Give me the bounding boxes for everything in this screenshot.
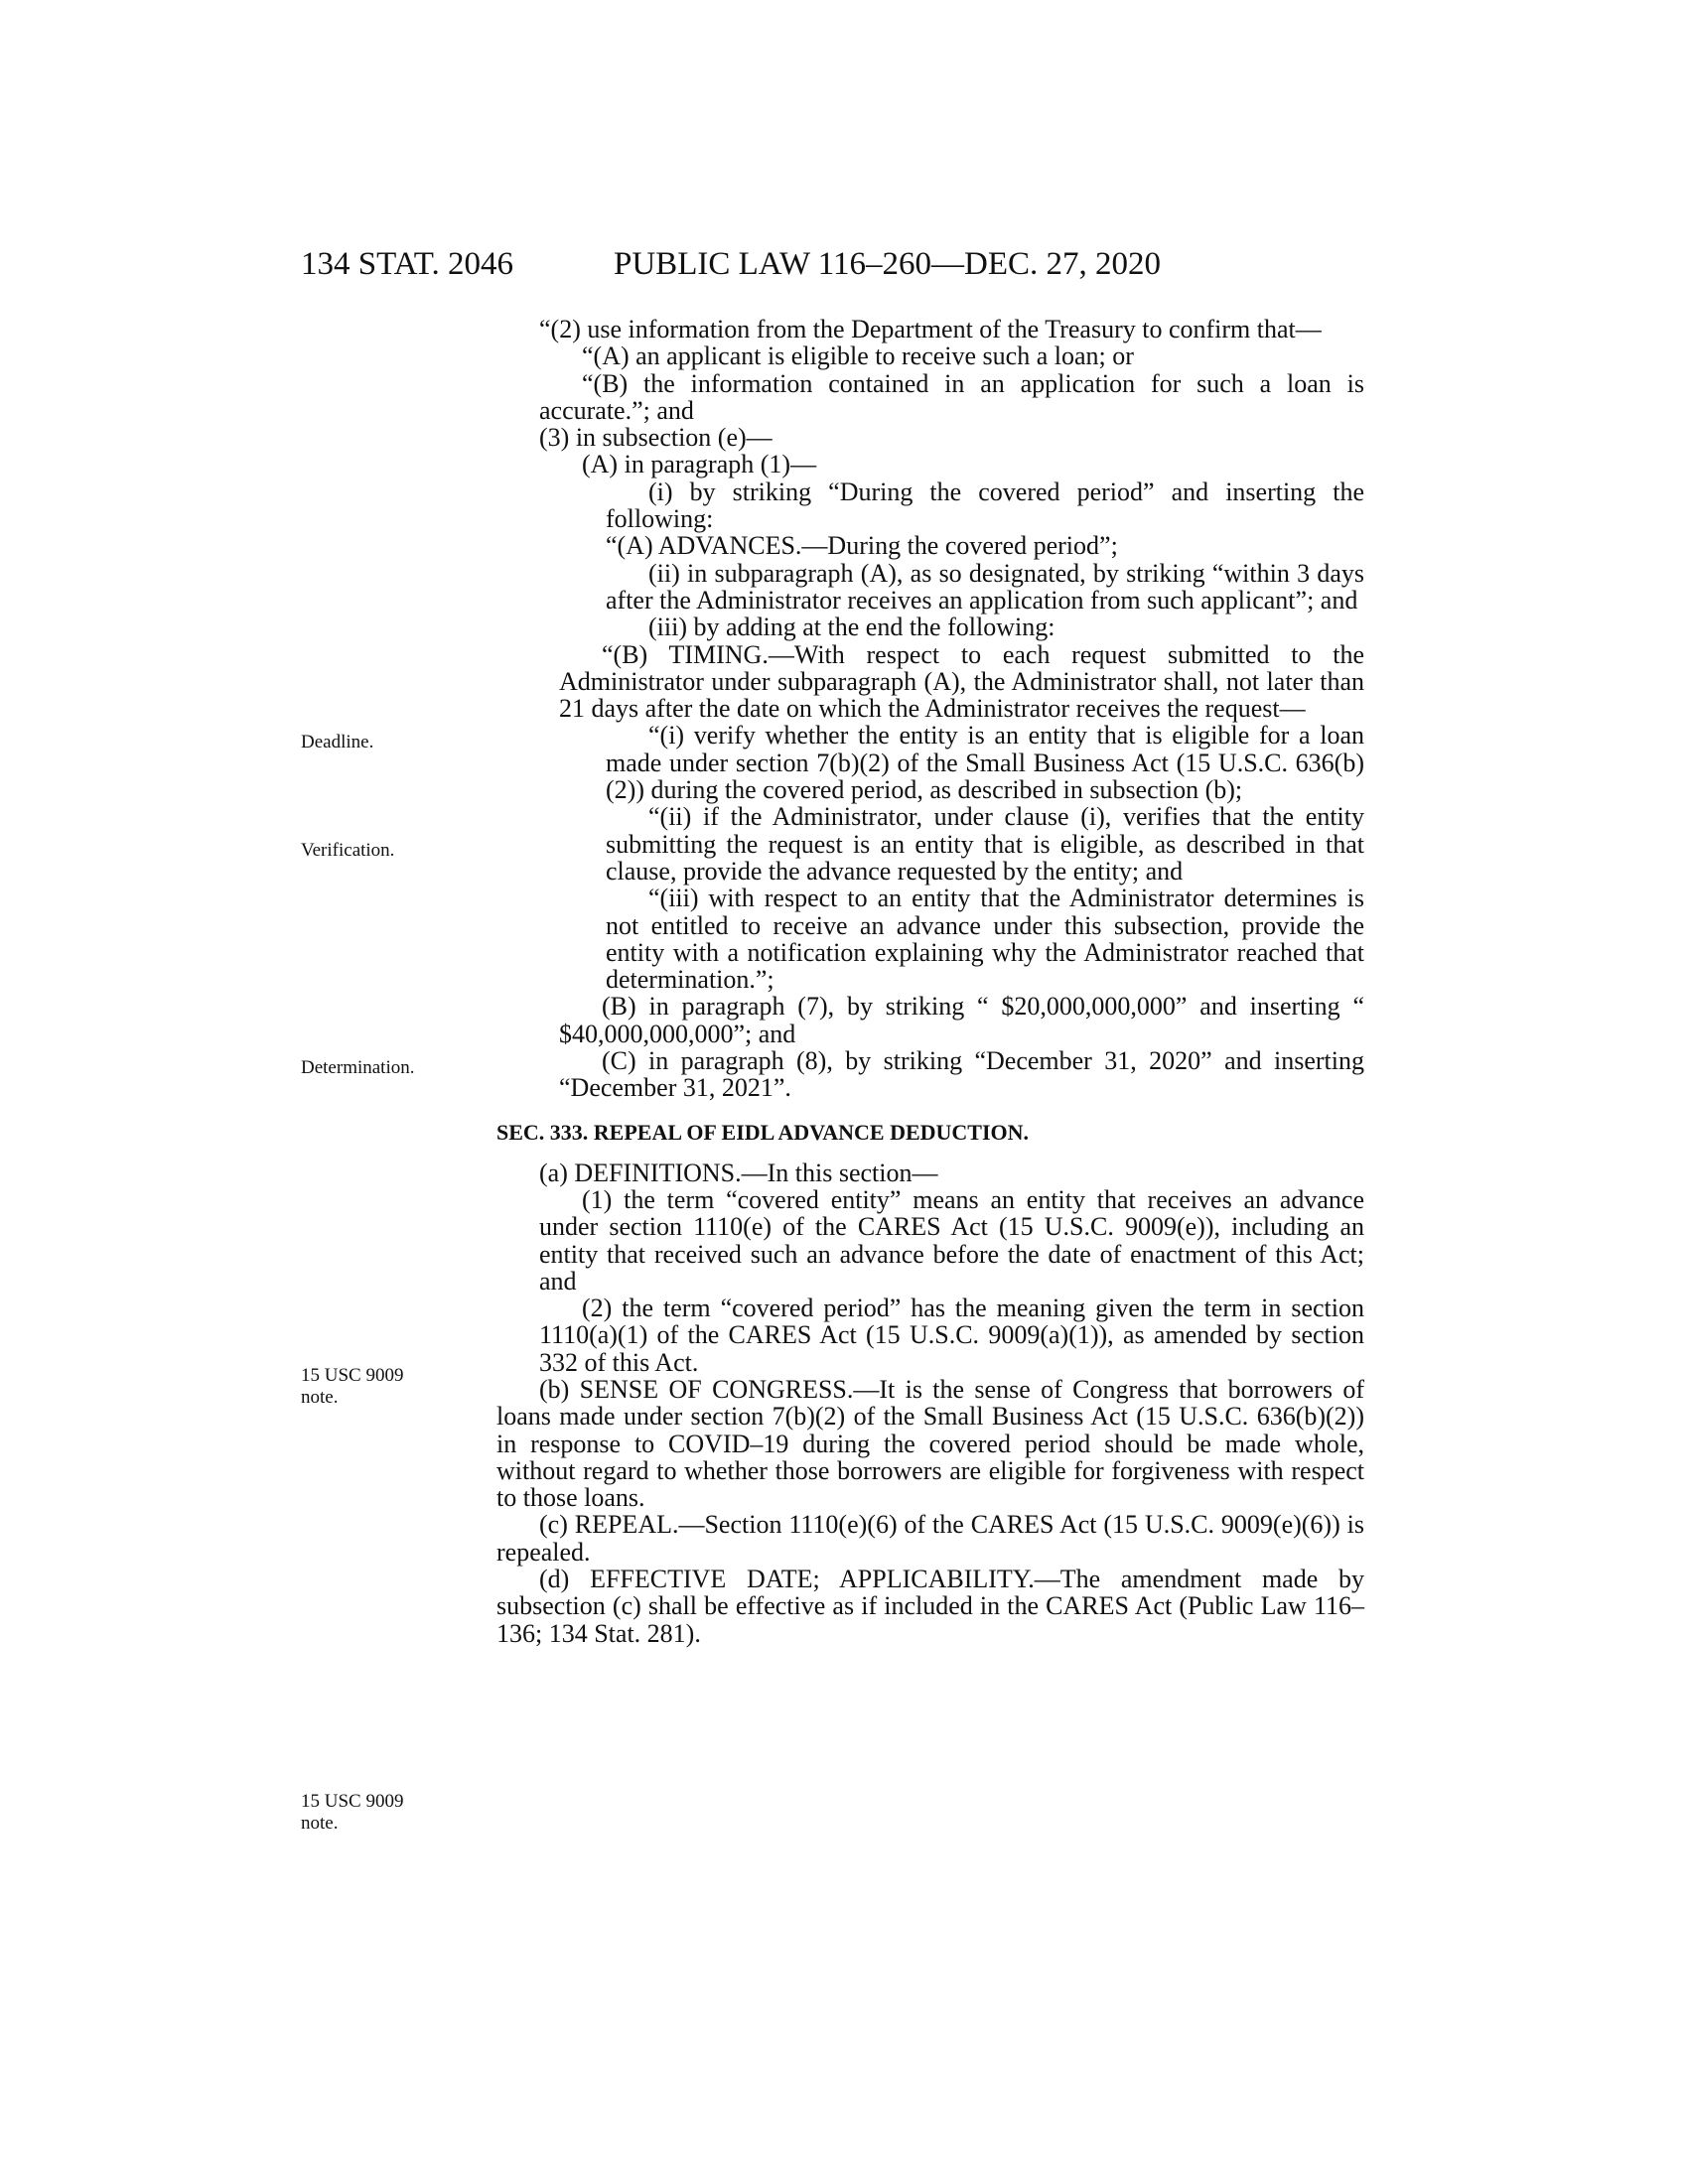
- subsec-a-definitions: (a) DEFINITIONS.—In this section—: [539, 1158, 938, 1187]
- inserted-timing: “(B) TIMING.—With respect to each request submitted to the Administrator under subparagraph (A), the Administrator shall, not later than 21 days after the date on which the Administrator receives the request—: [559, 639, 1364, 724]
- para-A-eligible: “(A) an applicant is eligible to receive such a loan; or: [582, 341, 1134, 371]
- subsec-d-effective-date: (d) EFFECTIVE DATE; APPLICABILITY.—The amendment made by subsection (c) shall be effective as if included in the CARES Act (Public Law 116–136; 134 Stat. 281).: [496, 1565, 1364, 1648]
- margin-note-usc-1-line2: note.: [301, 1387, 339, 1408]
- page-running-title: PUBLIC LAW 116–260—DEC. 27, 2020: [614, 246, 1162, 282]
- margin-note-deadline: Deadline.: [301, 732, 374, 752]
- inserted-clause-i-verify: “(i) verify whether the entity is an entity that is eligible for a loan made under section 7(b)(2) of the Small Business Act (15 U.S.C. 636(b)(2)) during the covered period, as described in subsection (b);: [606, 721, 1364, 805]
- clause-ii-subparagraph: (ii) in subparagraph (A), as so designated, by striking “within 3 days after the Administrator receives an application from such applicant”; and: [606, 558, 1364, 614]
- subsec-b-sense-of-congress: (b) SENSE OF CONGRESS.—It is the sense of Congress that borrowers of loans made under section 7(b)(2) of the Small Business Act (15 U.S.C. 636(b)(2)) in response to COVID–19 during the covered period should be made whole, without regard to whether those borrowers are eligible for forgiveness with respect to those loans.: [496, 1374, 1364, 1513]
- para-B-accurate: “(B) the information contained in an application for such a loan is accurate.”; and: [539, 368, 1364, 425]
- subsec-c-repeal: (c) REPEAL.—Section 1110(e)(6) of the CARES Act (15 U.S.C. 9009(e)(6)) is repealed.: [496, 1510, 1364, 1567]
- margin-note-usc-2: [301, 1791, 403, 1835]
- clause-iii-adding: (iii) by adding at the end the following:: [648, 613, 1055, 642]
- para-A-paragraph-1: (A) in paragraph (1)—: [582, 450, 817, 479]
- margin-note-usc-2-line2: note.: [301, 1813, 339, 1834]
- page-stat-citation: 134 STAT. 2046: [301, 246, 514, 282]
- margin-note-usc-1-line1: 15 USC 9009: [301, 1365, 404, 1386]
- para-2-use-information: “(2) use information from the Department of the Treasury to confirm that—: [539, 315, 1322, 343]
- margin-note-verification: Verification.: [301, 840, 395, 861]
- def-1-covered-entity: (1) the term “covered entity” means an entity that receives an advance under section 1110(e) of the CARES Act (15 U.S.C. 9009(e)), including an entity that received such an advance before the date of enactment of this Act; and: [539, 1184, 1364, 1296]
- margin-note-usc-2-line1: 15 USC 9009: [301, 1791, 404, 1812]
- margin-note-determination: Determination.: [301, 1057, 415, 1078]
- clause-i-striking: (i) by striking “During the covered period” and inserting the following:: [606, 477, 1364, 534]
- statute-body: [496, 316, 1364, 1647]
- inserted-clause-ii-provide: “(ii) if the Administrator, under clause (i), verifies that the entity submitting the request is an entity that is eligible, as described in that clause, provide the advance requested by the entity; and: [606, 802, 1364, 886]
- para-C-paragraph-8: (C) in paragraph (8), by striking “December 31, 2020” and inserting “December 31, 2021”.: [559, 1046, 1364, 1103]
- margin-note-usc-1: [301, 1365, 403, 1409]
- inserted-advances: “(A) ADVANCES.—During the covered period”;: [606, 531, 1118, 561]
- para-3-subsection-e: (3) in subsection (e)—: [539, 423, 773, 453]
- section-heading: SEC. 333. REPEAL OF EIDL ADVANCE DEDUCTION.: [496, 1119, 1030, 1145]
- def-2-covered-period: (2) the term “covered period” has the meaning given the term in section 1110(a)(1) of the CARES Act (15 U.S.C. 9009(a)(1)), as amended by section 332 of this Act.: [539, 1294, 1364, 1377]
- para-B-paragraph-7: (B) in paragraph (7), by striking “ $20,000,000,000” and inserting “ $40,000,000,000”; and: [559, 992, 1364, 1048]
- inserted-clause-iii-notify: “(iii) with respect to an entity that the Administrator determines is not entitled to receive an advance under this subsection, provide the entity with a notification explaining why the Administrator reached that determination.”;: [606, 884, 1364, 995]
